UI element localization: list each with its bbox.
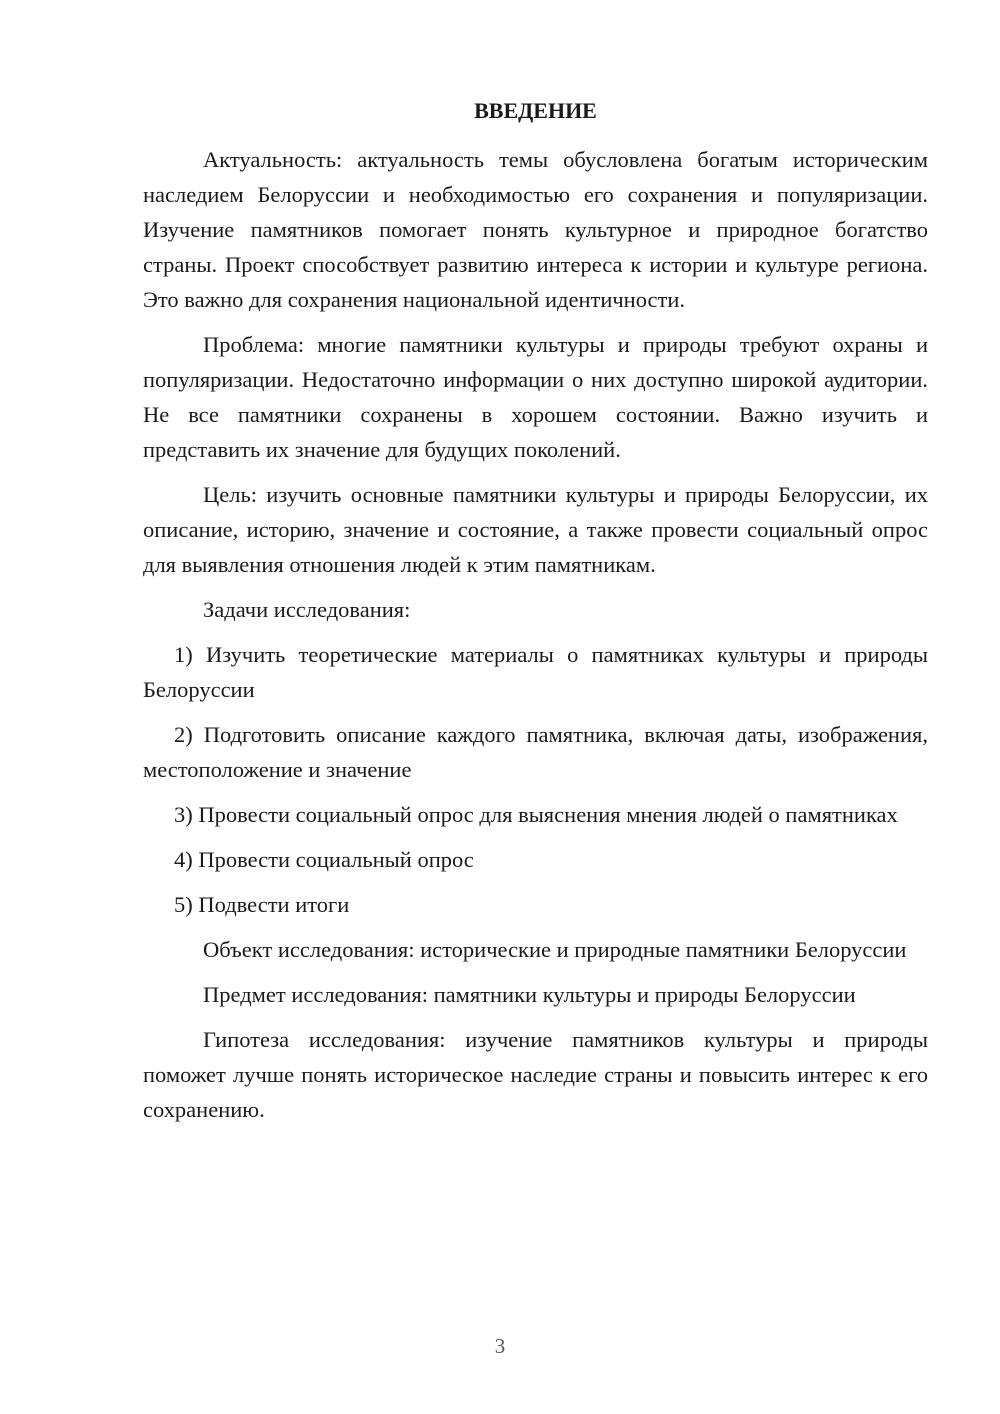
body-text (143, 142, 928, 1137)
paragraph-object: Объект исследования: исторические и природные памятники Белоруссии (203, 937, 907, 962)
paragraph-problem: Проблема: многие памятники культуры и природы требуют охраны и популяризации. Недостаточно информации о них доступно широкой аудитории. Не все памятники сохранены в хорошем состоянии. Важно изучить и представить их значение для будущих поколений. (143, 332, 928, 462)
paragraph-goal: Цель: изучить основные памятники культуры и природы Белоруссии, их описание, историю, значение и состояние, а также провести социальный опрос для выявления отношения людей к этим памятникам. (143, 482, 928, 577)
section-title: ВВЕДЕНИЕ (474, 98, 597, 123)
task-item-2: 2) Подготовить описание каждого памятника, включая даты, изображения, местоположение и значение (143, 722, 928, 782)
paragraph-hypothesis: Гипотеза исследования: изучение памятников культуры и природы поможет лучше понять историческое наследие страны и повысить интерес к его сохранению. (143, 1027, 928, 1122)
task-item-1: 1) Изучить теоретические материалы о памятниках культуры и природы Белоруссии (143, 642, 928, 702)
page-number: 3 (494, 1334, 506, 1358)
paragraph-relevance: Актуальность: актуальность темы обусловлена богатым историческим наследием Белоруссии и необходимостью его сохранения и популяризации. Изучение памятников помогает понять культурное и природное богатство страны. Проект способствует развитию интереса к истории и культуре региона. Это важно для сохранения национальной идентичности. (143, 147, 928, 312)
tasks-heading: Задачи исследования: (203, 597, 411, 622)
paragraph-subject: Предмет исследования: памятники культуры и природы Белоруссии (203, 982, 856, 1007)
task-item-4: 4) Провести социальный опрос (174, 847, 474, 872)
task-item-5: 5) Подвести итоги (174, 892, 350, 917)
task-item-3: 3) Провести социальный опрос для выяснения мнения людей о памятниках (174, 802, 898, 827)
